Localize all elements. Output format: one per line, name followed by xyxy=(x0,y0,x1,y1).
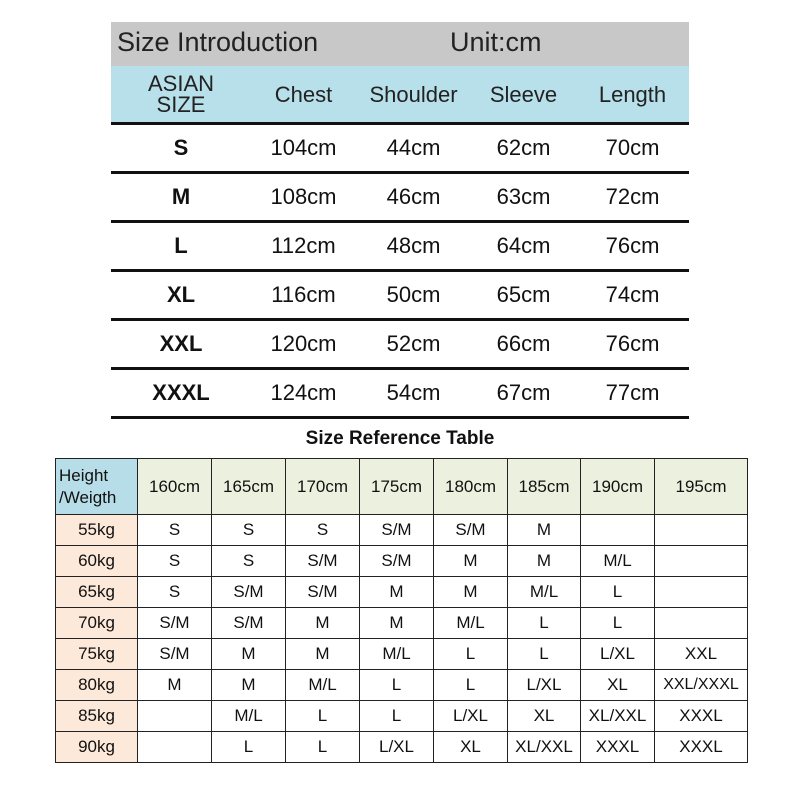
size-table-cell-shoulder: 50cm xyxy=(386,282,441,307)
recommended-size-cell: L/XL xyxy=(508,670,581,701)
size-table-cell-chest: 124cm xyxy=(270,380,337,405)
recommended-size-cell: S/M xyxy=(434,515,508,546)
size-table-cell-length: 76cm xyxy=(605,233,660,258)
size-table-cell-shoulder: 44cm xyxy=(386,135,441,160)
size-reference-table xyxy=(55,458,748,763)
weight-label-cell: 65kg xyxy=(56,577,138,608)
weight-label-cell: 60kg xyxy=(56,546,138,577)
size-table-cell-length: 76cm xyxy=(605,331,660,356)
recommended-size-cell: XXXL xyxy=(655,732,748,763)
column-header-sleeve: Sleeve xyxy=(489,81,558,107)
recommended-size-cell: M xyxy=(434,577,508,608)
size-table-cell-shoulder: 54cm xyxy=(386,380,441,405)
recommended-size-cell: L/XL xyxy=(581,639,655,670)
recommended-size-cell: S xyxy=(212,546,286,577)
recommended-size-cell xyxy=(138,732,212,763)
recommended-size-cell: M/L xyxy=(286,670,360,701)
size-table-row xyxy=(111,125,689,171)
recommended-size-cell: L xyxy=(434,639,508,670)
reference-table-row xyxy=(56,608,748,639)
size-table-cell-sleeve: 64cm xyxy=(496,233,551,258)
size-table-row xyxy=(111,223,689,269)
reference-table-body xyxy=(56,515,748,763)
recommended-size-cell xyxy=(138,701,212,732)
size-table-row xyxy=(111,321,689,367)
height-header-cell: 175cm xyxy=(360,459,434,515)
recommended-size-cell: S xyxy=(138,577,212,608)
recommended-size-cell: XL/XXL xyxy=(508,732,581,763)
recommended-size-cell: XXXL xyxy=(655,701,748,732)
size-table-cell-shoulder: 46cm xyxy=(386,184,441,209)
size-table-cell-chest: 112cm xyxy=(271,233,336,258)
recommended-size-cell xyxy=(655,546,748,577)
recommended-size-cell: L/XL xyxy=(434,701,508,732)
recommended-size-cell: M xyxy=(286,608,360,639)
recommended-size-cell: L xyxy=(212,732,286,763)
recommended-size-cell: L/XL xyxy=(360,732,434,763)
reference-table-row xyxy=(56,732,748,763)
column-header-length: Length xyxy=(598,81,667,107)
reference-table-row xyxy=(56,701,748,732)
reference-table-row xyxy=(56,515,748,546)
recommended-size-cell: S/M xyxy=(212,577,286,608)
size-table-cell-chest: 120cm xyxy=(270,331,337,356)
size-table-cell-size: M xyxy=(171,184,191,209)
size-table-cell-length: 77cm xyxy=(605,380,660,405)
weight-label-cell: 85kg xyxy=(56,701,138,732)
size-table-cell-size: S xyxy=(173,135,189,160)
recommended-size-cell: M/L xyxy=(434,608,508,639)
recommended-size-cell: M xyxy=(434,546,508,577)
recommended-size-cell: L xyxy=(581,608,655,639)
height-header-cell: 190cm xyxy=(581,459,655,515)
size-table-cell-length: 72cm xyxy=(605,184,660,209)
height-header-cell: 165cm xyxy=(212,459,286,515)
recommended-size-cell xyxy=(581,515,655,546)
recommended-size-cell: S/M xyxy=(138,639,212,670)
size-table-cell-shoulder: 52cm xyxy=(386,331,441,356)
recommended-size-cell: XL xyxy=(581,670,655,701)
recommended-size-cell: M/L xyxy=(360,639,434,670)
size-table-title: Size Introduction xyxy=(117,27,319,57)
recommended-size-cell: M xyxy=(360,577,434,608)
recommended-size-cell: L xyxy=(286,732,360,763)
size-table-row xyxy=(111,174,689,220)
recommended-size-cell: S/M xyxy=(360,546,434,577)
reference-table-row xyxy=(56,577,748,608)
height-header-cell: 185cm xyxy=(508,459,581,515)
weight-label-cell: 75kg xyxy=(56,639,138,670)
recommended-size-cell: XL/XXL xyxy=(581,701,655,732)
size-table-unit: Unit:cm xyxy=(450,27,542,57)
size-table-cell-size: XL xyxy=(166,282,196,307)
recommended-size-cell: L xyxy=(360,670,434,701)
recommended-size-cell: M xyxy=(286,639,360,670)
recommended-size-cell: M xyxy=(360,608,434,639)
column-header-asian-size: ASIAN SIZE xyxy=(147,71,215,117)
column-header-chest: Chest xyxy=(274,81,333,107)
recommended-size-cell xyxy=(655,515,748,546)
recommended-size-cell: XL xyxy=(508,701,581,732)
column-header-shoulder: Shoulder xyxy=(369,81,458,107)
recommended-size-cell: M xyxy=(212,670,286,701)
size-introduction-table xyxy=(111,22,689,419)
recommended-size-cell: S/M xyxy=(138,608,212,639)
recommended-size-cell: S/M xyxy=(286,546,360,577)
recommended-size-cell: XXL/XXXL xyxy=(655,670,748,701)
recommended-size-cell: L xyxy=(434,670,508,701)
weight-label-cell: 55kg xyxy=(56,515,138,546)
recommended-size-cell: L xyxy=(360,701,434,732)
size-table-cell-chest: 104cm xyxy=(270,135,337,160)
weight-label-cell: 80kg xyxy=(56,670,138,701)
recommended-size-cell: L xyxy=(581,577,655,608)
recommended-size-cell xyxy=(655,577,748,608)
reference-header-row xyxy=(56,459,748,515)
recommended-size-cell: XXXL xyxy=(581,732,655,763)
size-table-cell-length: 70cm xyxy=(605,135,660,160)
recommended-size-cell: S/M xyxy=(212,608,286,639)
size-table-cell-shoulder: 48cm xyxy=(386,233,441,258)
weight-label-cell: 90kg xyxy=(56,732,138,763)
size-table-cell-sleeve: 66cm xyxy=(496,331,551,356)
size-table-cell-size: XXXL xyxy=(152,380,210,405)
recommended-size-cell: XL xyxy=(434,732,508,763)
size-table-cell-sleeve: 65cm xyxy=(496,282,551,307)
recommended-size-cell: S xyxy=(286,515,360,546)
size-table-cell-chest: 108cm xyxy=(270,184,337,209)
recommended-size-cell xyxy=(655,608,748,639)
size-table-cell-chest: 116cm xyxy=(271,282,336,307)
row-divider xyxy=(111,416,689,419)
size-table-cell-size: L xyxy=(174,233,188,258)
height-weight-corner-label: Height /Weigth xyxy=(56,459,138,515)
recommended-size-cell: M/L xyxy=(508,577,581,608)
recommended-size-cell: M/L xyxy=(581,546,655,577)
recommended-size-cell: M xyxy=(508,546,581,577)
weight-label-cell: 70kg xyxy=(56,608,138,639)
size-table-body xyxy=(111,125,689,419)
recommended-size-cell: M xyxy=(212,639,286,670)
recommended-size-cell: M xyxy=(508,515,581,546)
recommended-size-cell: L xyxy=(508,608,581,639)
size-table-row xyxy=(111,272,689,318)
reference-table-row xyxy=(56,670,748,701)
size-table-row xyxy=(111,370,689,416)
height-header-cell: 195cm xyxy=(655,459,748,515)
size-table-header xyxy=(111,22,689,66)
recommended-size-cell: L xyxy=(286,701,360,732)
recommended-size-cell: S xyxy=(138,546,212,577)
recommended-size-cell: S xyxy=(138,515,212,546)
recommended-size-cell: S xyxy=(212,515,286,546)
recommended-size-cell: XXL xyxy=(655,639,748,670)
recommended-size-cell: S/M xyxy=(360,515,434,546)
reference-table-row xyxy=(56,639,748,670)
reference-table-title: Size Reference Table xyxy=(305,428,495,449)
size-table-cell-length: 74cm xyxy=(605,282,660,307)
recommended-size-cell: M/L xyxy=(212,701,286,732)
height-header-cell: 160cm xyxy=(138,459,212,515)
size-table-cell-sleeve: 62cm xyxy=(496,135,551,160)
height-header-cell: 180cm xyxy=(434,459,508,515)
reference-table-row xyxy=(56,546,748,577)
size-table-cell-size: XXL xyxy=(159,331,203,356)
recommended-size-cell: M xyxy=(138,670,212,701)
size-table-column-headers xyxy=(111,66,689,122)
recommended-size-cell: L xyxy=(508,639,581,670)
size-table-cell-sleeve: 63cm xyxy=(496,184,551,209)
recommended-size-cell: S/M xyxy=(286,577,360,608)
height-header-cell: 170cm xyxy=(286,459,360,515)
size-table-cell-sleeve: 67cm xyxy=(496,380,551,405)
